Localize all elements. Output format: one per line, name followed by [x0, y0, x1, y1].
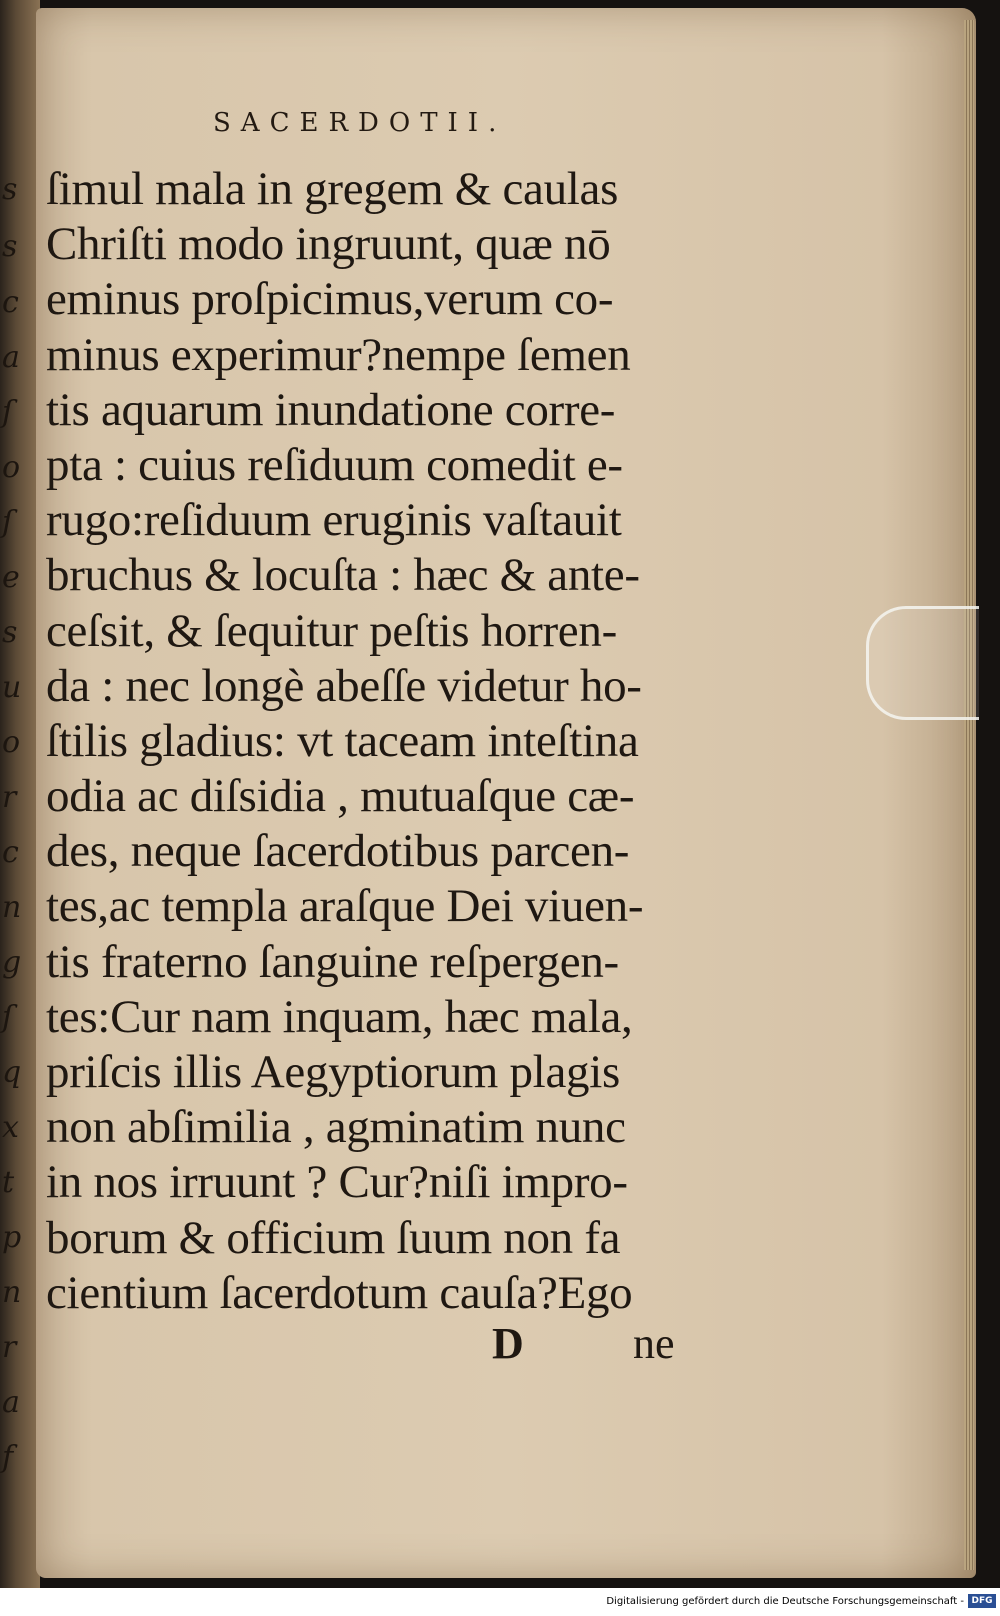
facing-page-fragment: u	[2, 670, 22, 705]
facing-page-fragment: n	[2, 890, 22, 925]
facing-page-fragment: p	[2, 1220, 22, 1255]
text-line: in nos irruunt ? Cur?niſi impro-	[46, 1156, 628, 1209]
facing-page-fragment: a	[2, 340, 20, 375]
text-line: tes,ac templa araſque Dei viuen-	[46, 880, 644, 933]
text-line: ſtilis gladius: vt taceam inteſtina	[46, 714, 639, 767]
facing-page-fragment: r	[2, 1330, 17, 1365]
facing-page-fragment: c	[2, 285, 19, 320]
facing-page-fragment: t	[2, 1165, 15, 1200]
text-line: eminus proſpicimus,verum co-	[46, 273, 614, 326]
facing-page-edge	[0, 0, 40, 1588]
facing-page-fragment: s	[2, 615, 18, 650]
catchword: ne	[633, 1319, 675, 1368]
facing-page-fragment: s	[2, 172, 18, 207]
text-line: da : nec longè abeſſe videtur ho-	[46, 659, 642, 712]
facing-page-fragment: f	[2, 1440, 14, 1475]
facing-page-fragment: s	[2, 229, 18, 264]
text-line: tis fraterno ſanguine reſpergen-	[46, 935, 619, 988]
signature-mark: D	[492, 1319, 524, 1368]
text-line: minus experimur?nempe ſemen	[46, 328, 631, 381]
facing-page-fragment: ſ	[2, 1000, 14, 1035]
text-line: ceſsit, & ſequitur peſtis horren-	[46, 604, 617, 657]
text-line: borum & officium ſuum non fa	[46, 1211, 621, 1264]
text-line: non abſimilia , agminatim nunc	[46, 1101, 626, 1154]
facing-page-fragment: g	[2, 945, 22, 980]
text-line: pta : cuius reſiduum comedit e-	[46, 438, 623, 491]
facing-page-fragment: x	[2, 1110, 19, 1145]
text-line: tes:Cur nam inquam, hæc mala,	[46, 990, 633, 1043]
body-text	[46, 162, 686, 1321]
facing-page-fragment: a	[2, 1385, 20, 1420]
text-line: cientium ſacerdotum cauſa?Ego	[46, 1266, 633, 1319]
text-line: rugo:reſiduum eruginis vaſtauit	[46, 494, 622, 547]
facing-page-fragment: n	[2, 1275, 22, 1310]
facing-page-fragment: e	[2, 560, 20, 595]
funding-credit: Digitalisierung gefördert durch die Deutsche Forschungsgemeinschaft -	[606, 1596, 964, 1607]
text-line: priſcis illis Aegyptiorum plagis	[46, 1046, 620, 1098]
text-line: odia ac diſsidia , mutuaſque cæ-	[46, 770, 635, 823]
text-line: des, neque ſacerdotibus parcen-	[46, 825, 630, 878]
dfg-logo: DFG	[968, 1594, 996, 1608]
facing-page-fragment: c	[2, 835, 19, 870]
page-clip	[866, 606, 979, 720]
facing-page-fragment: ſ	[2, 395, 14, 430]
facing-page-fragment: r	[2, 780, 17, 815]
text-line: ſimul mala in gregem & caulas	[46, 163, 619, 215]
facing-page-fragment: o	[2, 450, 21, 485]
facing-page-fragment: o	[2, 725, 21, 760]
text-line: bruchus & locuſta : hæc & ante-	[46, 549, 640, 602]
text-line: Chriſti modo ingruunt, quæ nō	[46, 218, 611, 271]
facing-page-fragment: ſ	[2, 505, 14, 540]
running-head: SACERDOTII.	[213, 108, 507, 138]
facing-page-fragment: q	[2, 1055, 22, 1090]
text-line: tis aquarum inundatione corre-	[46, 383, 616, 436]
page-block-edge	[964, 20, 974, 1570]
